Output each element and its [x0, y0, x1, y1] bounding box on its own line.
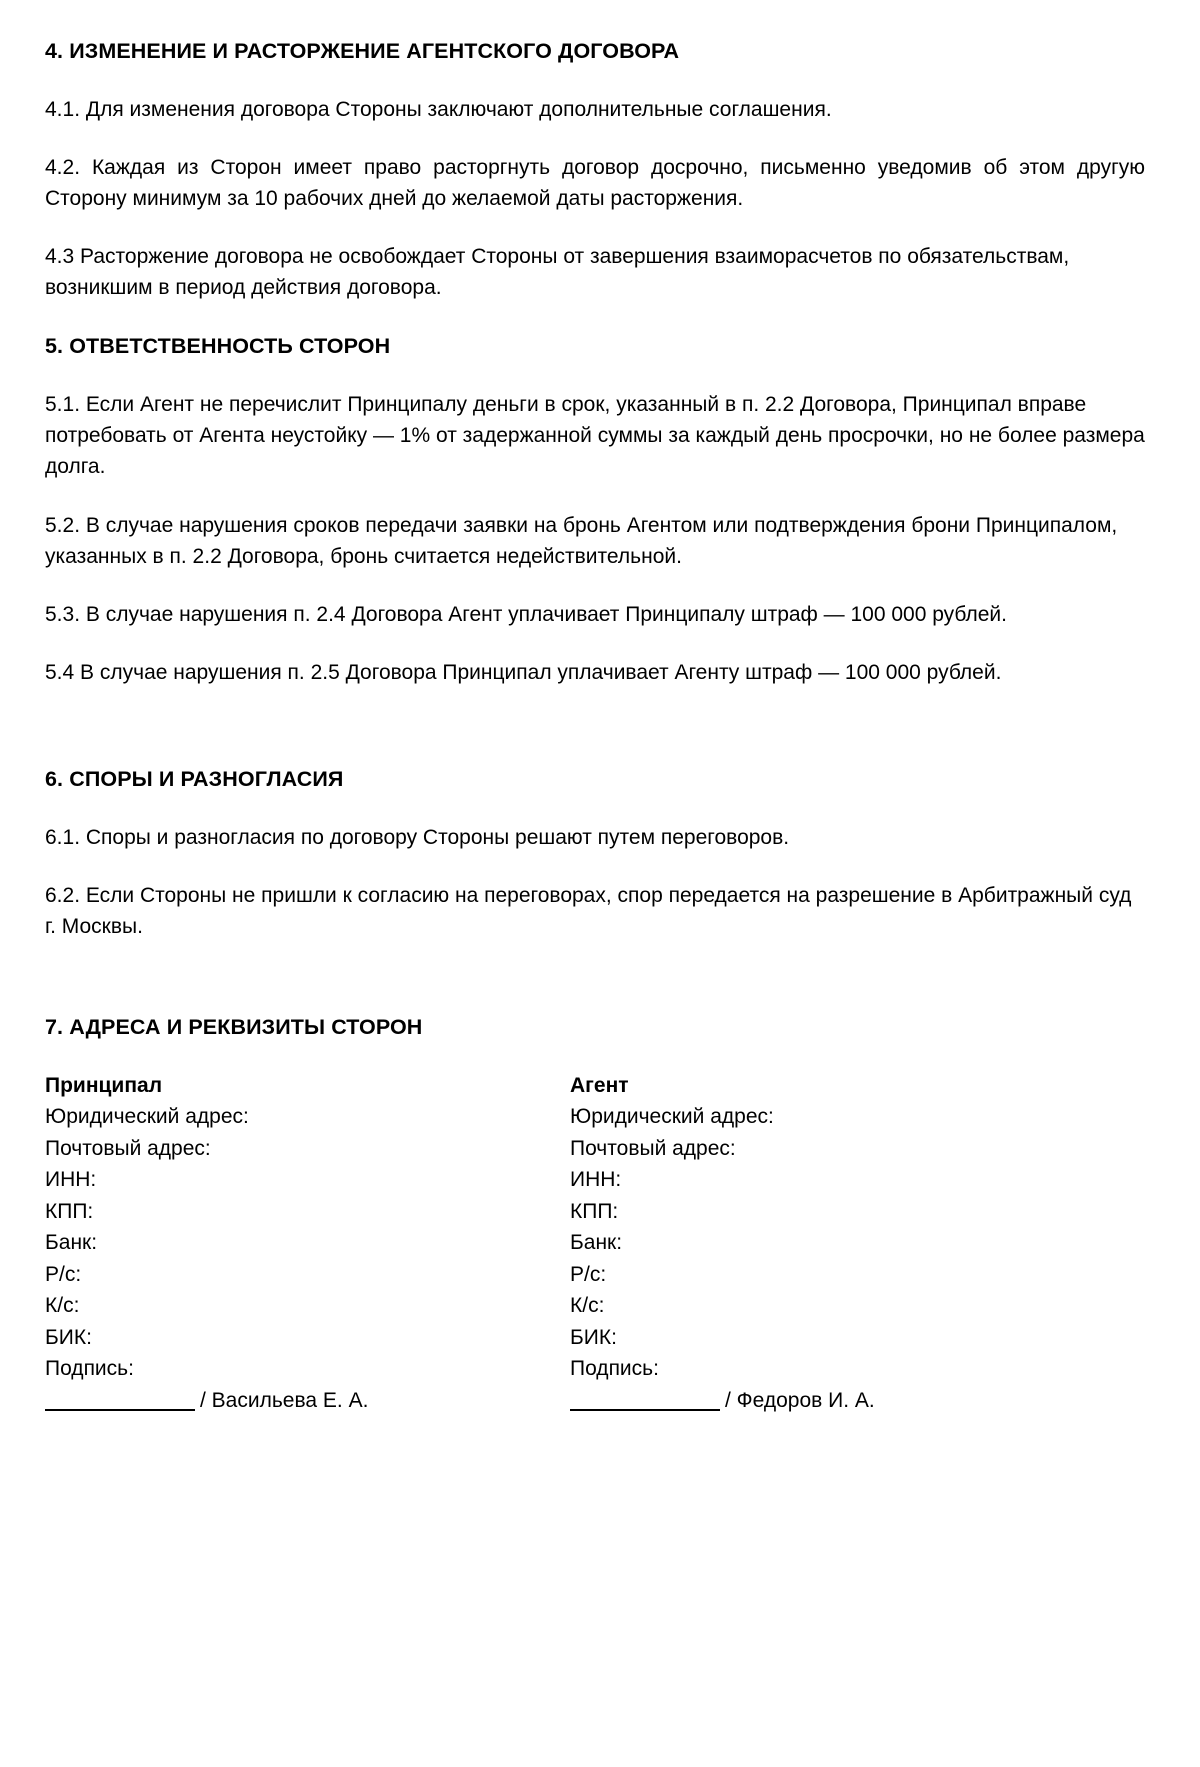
field-kpp: КПП: [45, 1199, 94, 1223]
signature-row-agent [570, 1385, 1095, 1417]
signature-line-icon [45, 1409, 195, 1411]
field-postal-address: Почтовый адрес: [45, 1136, 211, 1160]
section-heading-4: 4. ИЗМЕНЕНИЕ И РАСТОРЖЕНИЕ АГЕНТСКОГО ДОГОВОРА [45, 39, 680, 63]
section-heading-5: 5. ОТВЕТСТВЕННОСТЬ СТОРОН [45, 334, 391, 359]
field-inn: ИНН: [45, 1168, 97, 1192]
signature-line-icon [570, 1409, 720, 1411]
field-settlement-account: Р/с: [570, 1262, 607, 1286]
requisites-column-principal [45, 1070, 570, 1417]
section-heading-6: 6. СПОРЫ И РАЗНОГЛАСИЯ [45, 766, 344, 791]
field-postal-address: Почтовый адрес: [570, 1136, 736, 1160]
requisites-column-agent [570, 1070, 1095, 1417]
field-inn: ИНН: [570, 1168, 622, 1192]
signature-name-agent: / Федоров И. А. [725, 1388, 875, 1412]
party-title-principal: Принципал [45, 1073, 163, 1097]
clause-5-1: 5.1. Если Агент не перечислит Принципалу деньги в срок, указанный в п. 2.2 Договора, Принципал вправе потребовать от Агента неустойку — 1% от задержанной суммы за каждый день просрочки, но не более размера долга. [45, 393, 1145, 479]
spacer [45, 1042, 1145, 1070]
section-heading-7: 7. АДРЕСА И РЕКВИЗИТЫ СТОРОН [45, 1014, 423, 1039]
spacer [45, 853, 1145, 880]
field-legal-address: Юридический адрес: [570, 1105, 774, 1129]
field-bik: БИК: [45, 1325, 92, 1349]
clause-5-2: 5.2. В случае нарушения сроков передачи заявки на бронь Агентом или подтверждения брони Принципалом, указанных в п. 2.2 Договора, бронь считается недействительной. [45, 513, 1118, 568]
spacer [45, 125, 1145, 152]
spacer [45, 303, 1145, 333]
clause-5-4: 5.4 В случае нарушения п. 2.5 Договора Принципал уплачивает Агенту штраф — 100 000 рублей. [45, 660, 1002, 684]
spacer [45, 942, 1145, 1014]
field-bik: БИК: [570, 1325, 617, 1349]
signature-name-principal: / Васильева Е. А. [200, 1388, 369, 1412]
clause-4-1: 4.1. Для изменения договора Стороны заключают дополнительные соглашения. [45, 97, 832, 121]
clause-4-2: 4.2. Каждая из Сторон имеет право расторгнуть договор досрочно, письменно уведомив об этом другую Сторону минимум за 10 рабочих дней до желаемой даты расторжения. [45, 156, 1145, 211]
field-legal-address: Юридический адрес: [45, 1105, 249, 1129]
spacer [45, 794, 1145, 822]
field-correspondent-account: К/с: [45, 1294, 80, 1318]
field-bank: Банк: [570, 1231, 623, 1255]
clause-6-1: 6.1. Споры и разногласия по договору Стороны решают путем переговоров. [45, 825, 790, 849]
clause-5-3: 5.3. В случае нарушения п. 2.4 Договора Агент уплачивает Принципалу штраф — 100 000 рублей. [45, 602, 1008, 626]
field-settlement-account: Р/с: [45, 1262, 82, 1286]
spacer [45, 214, 1145, 241]
spacer [45, 572, 1145, 599]
spacer [45, 361, 1145, 389]
field-bank: Банк: [45, 1231, 98, 1255]
signature-row-principal [45, 1385, 570, 1417]
spacer [45, 688, 1145, 766]
clause-6-2: 6.2. Если Стороны не пришли к согласию на переговорах, спор передается на разрешение в Арбитражный суд г. Москвы. [45, 883, 1132, 938]
field-correspondent-account: К/с: [570, 1294, 605, 1318]
party-title-agent: Агент [570, 1073, 629, 1097]
spacer [45, 630, 1145, 657]
requisites-block [45, 1070, 1145, 1417]
spacer [45, 483, 1145, 510]
clause-4-3: 4.3 Расторжение договора не освобождает Стороны от завершения взаиморасчетов по обязательствам, возникшим в период действия договора. [45, 245, 1070, 300]
field-signature-label: Подпись: [45, 1357, 134, 1381]
field-signature-label: Подпись: [570, 1357, 659, 1381]
field-kpp: КПП: [570, 1199, 619, 1223]
spacer [45, 66, 1145, 94]
